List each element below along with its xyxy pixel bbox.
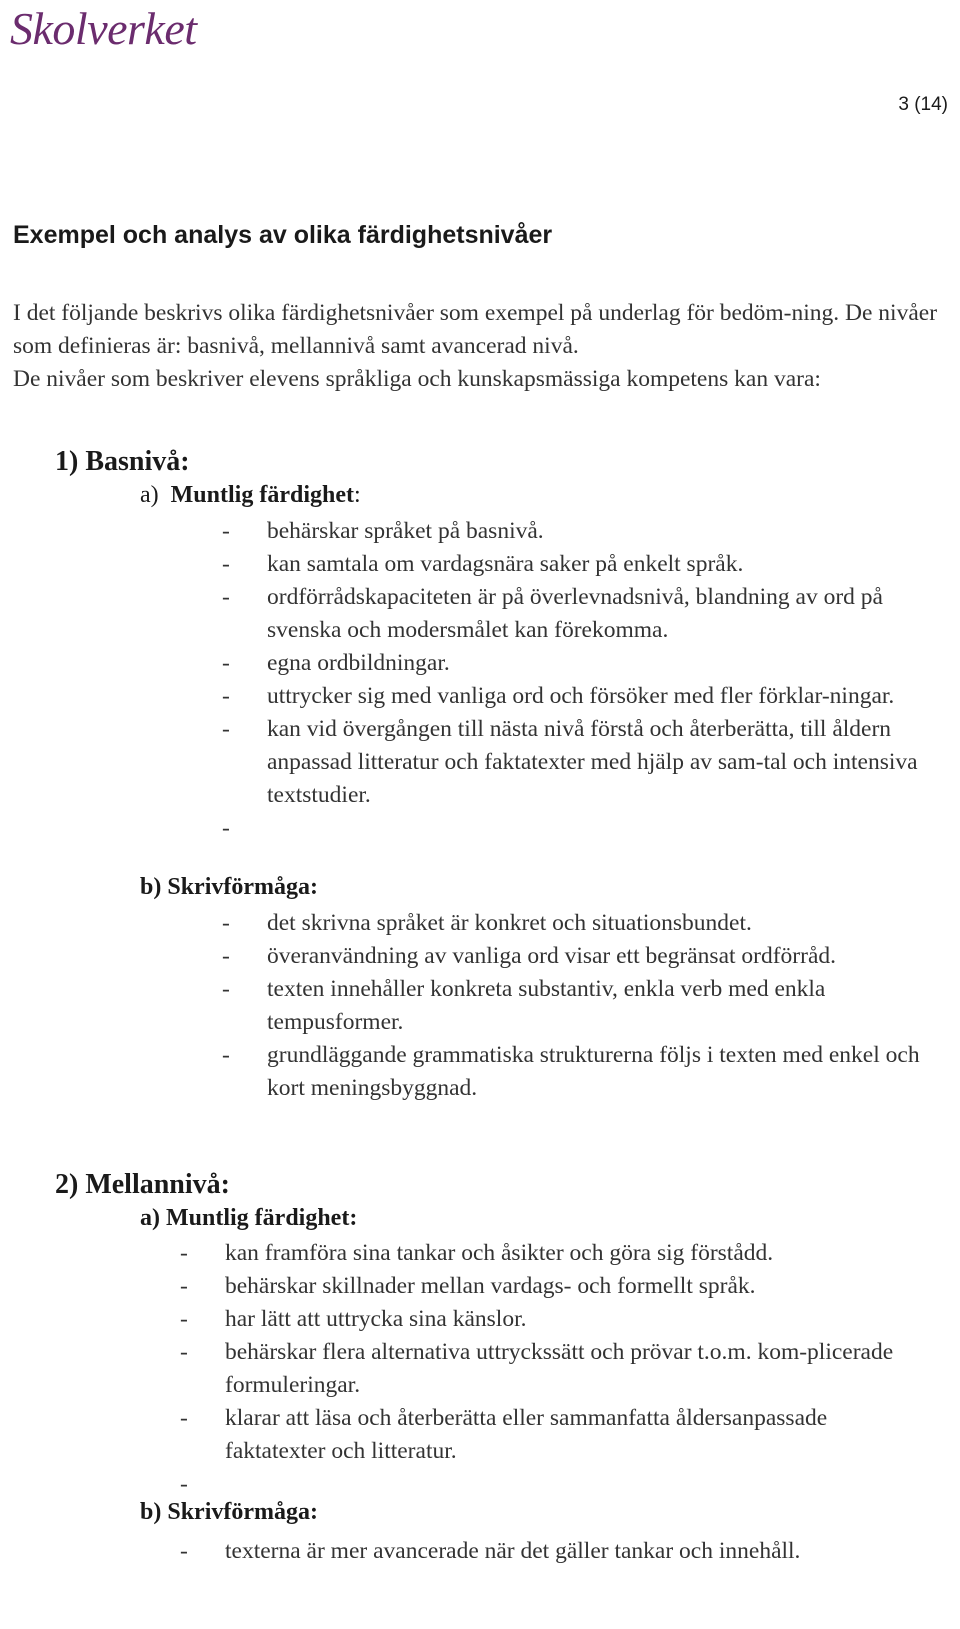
dash-bullet: - (222, 518, 230, 544)
writing-skill-list (222, 907, 922, 1105)
dash-bullet: - (180, 1273, 188, 1299)
page-number: 3 (14) (898, 94, 948, 115)
list-item-text: kan vid övergången till nästa nivå förstå och återberätta, till åldern anpassad litteratur och faktatexter med hjälp av sam-tal och intensiva textstudier. (267, 716, 918, 808)
level-heading: 1) Basnivå: (55, 446, 190, 477)
list-item-text: egna ordbildningar. (267, 650, 450, 676)
dash-bullet: - (180, 1471, 188, 1497)
list-item (222, 548, 922, 581)
list-item (222, 973, 922, 1039)
oral-prefix: a) (140, 482, 159, 508)
list-item-text: behärskar flera alternativa uttryckssätt och prövar t.o.m. kom-plicerade formuleringar. (225, 1339, 894, 1398)
list-item (180, 1535, 925, 1568)
list-item (222, 647, 922, 680)
oral-suffix: : (353, 482, 361, 508)
list-item-text: ordförrådskapaciteten är på överlevnadsnivå, blandning av ord på svenska och modersmålet kan förekomma. (267, 584, 883, 643)
dash-bullet: - (222, 683, 230, 709)
oral-skill-heading: a) Muntlig färdighet: (140, 1205, 358, 1231)
list-item-text: behärskar skillnader mellan vardags- och formellt språk. (225, 1273, 756, 1299)
list-item-text: grundläggande grammatiska strukturerna följs i texten med enkel och kort meningsbyggnad. (267, 1042, 920, 1101)
intro-paragraph: I det följande beskrivs olika färdighetsnivåer som exempel på underlag för bedöm-ning. De nivåer som definieras är: basnivå, mellannivå samt avancerad nivå. (13, 300, 938, 359)
dash-bullet: - (180, 1306, 188, 1332)
list-item-text: behärskar språket på basnivå. (267, 518, 544, 544)
list-item (222, 581, 922, 647)
dash-bullet: - (222, 976, 230, 1002)
dash-bullet: - (222, 910, 230, 936)
dash-bullet: - (222, 943, 230, 969)
oral-skill-list (180, 1237, 925, 1497)
list-item (180, 1270, 925, 1303)
oral-skill-heading (140, 482, 361, 509)
skolverket-logo: Skolverket (10, 3, 197, 54)
dash-bullet: - (222, 815, 230, 841)
list-item-text: kan framföra sina tankar och åsikter och göra sig förstådd. (225, 1240, 774, 1266)
list-item-text: texterna är mer avancerade när det gäller tankar och innehåll. (225, 1538, 801, 1564)
writing-skill-list (180, 1535, 925, 1568)
list-item (222, 940, 922, 973)
list-item-text: uttrycker sig med vanliga ord och försöker med fler förklar-ningar. (267, 683, 895, 709)
dash-bullet: - (222, 650, 230, 676)
list-item (222, 1039, 922, 1105)
list-item (180, 1402, 925, 1468)
dash-bullet: - (222, 716, 230, 742)
list-item (222, 907, 922, 940)
writing-skill-heading: b) Skrivförmåga: (140, 874, 318, 900)
section-title: Exempel och analys av olika färdighetsnivåer (13, 221, 553, 249)
list-item (222, 680, 922, 713)
oral-skill-list (222, 515, 922, 841)
list-item-text: texten innehåller konkreta substantiv, enkla verb med enkla tempusformer. (267, 976, 826, 1035)
writing-skill-heading: b) Skrivförmåga: (140, 1499, 318, 1525)
list-item (222, 515, 922, 548)
intro-text (13, 297, 948, 396)
dash-bullet: - (180, 1538, 188, 1564)
level-heading: 2) Mellannivå: (55, 1169, 230, 1200)
list-item (180, 1237, 925, 1270)
dash-bullet: - (180, 1240, 188, 1266)
list-item-text: klarar att läsa och återberätta eller sammanfatta åldersanpassade faktatexter och litteratur. (225, 1405, 828, 1464)
list-item-text: har lätt att uttrycka sina känslor. (225, 1306, 527, 1332)
list-item (222, 713, 922, 812)
list-item-text: överanvändning av vanliga ord visar ett begränsat ordförråd. (267, 943, 837, 969)
dash-bullet: - (222, 551, 230, 577)
dash-bullet: - (180, 1405, 188, 1431)
list-item (180, 1336, 925, 1402)
list-item-text: kan samtala om vardagsnära saker på enkelt språk. (267, 551, 744, 577)
dash-bullet: - (222, 1042, 230, 1068)
list-item-text: det skrivna språket är konkret och situationsbundet. (267, 910, 752, 936)
dash-bullet: - (180, 1339, 188, 1365)
oral-label: Muntlig färdighet (170, 482, 354, 508)
dash-bullet: - (222, 584, 230, 610)
intro-paragraph: De nivåer som beskriver elevens språkliga och kunskapsmässiga kompetens kan vara: (13, 366, 821, 392)
list-item (180, 1303, 925, 1336)
